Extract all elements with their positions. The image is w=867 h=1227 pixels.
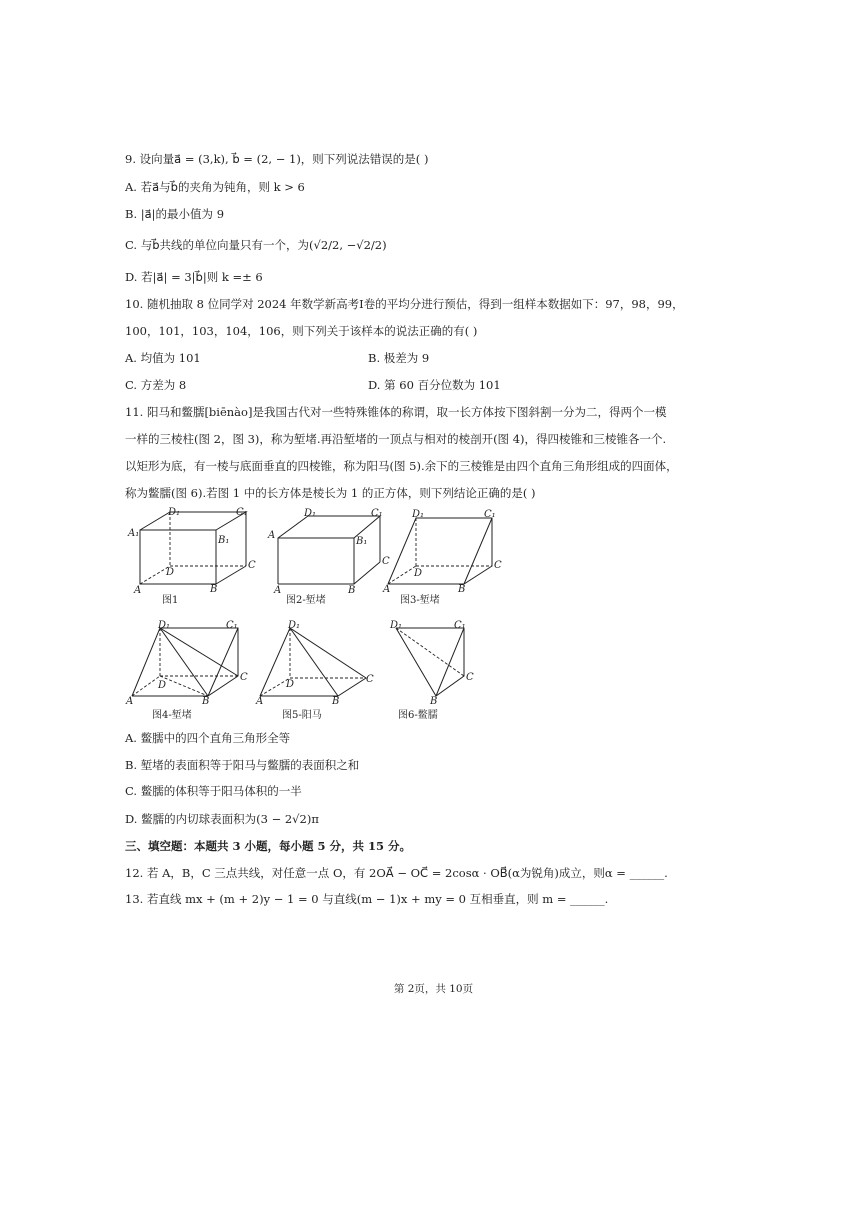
q11-stem-line2: 一样的三棱柱(图 2，图 3)，称为堑堵.再沿堑堵的一顶点与相对的棱剖开(图 4)，得四棱锥和三棱锥各一个. [125,432,667,446]
fig2-label-b: B [348,585,356,596]
fig1-label-c1: C₁ [236,507,248,518]
fig2-label-c: C [382,556,390,567]
q10-stem-line2: 100，101，103，104，106，则下列关于该样本的说法正确的有( ) [125,324,478,338]
fig1-label-a1: A₁ [128,528,140,539]
fig3-caption: 图3-堑堵 [400,595,440,606]
fig4-label-d1: D₁ [158,620,171,631]
fig1-label-d: D [166,567,175,578]
fig1-caption: 图1 [162,595,179,606]
q9-option-a: A. 若a⃗与b⃗的夹角为钝角，则 k > 6 [125,180,305,194]
fig1-label-d1: D₁ [168,507,181,518]
q11-option-b: B. 堑堵的表面积等于阳马与鳖臑的表面积之和 [125,758,360,772]
fig6-label-c1: C₁ [454,620,466,631]
fig3-label-d: D [414,568,423,579]
fig6-caption: 图6-鳖臑 [398,710,438,721]
q10-stem-line1: 10. 随机抽取 8 位同学对 2024 年数学新高考Ⅰ卷的平均分进行预估，得到一组样本数据如下：97，98，99， [125,297,684,311]
figure-2-qiandu [266,506,390,606]
q10-option-d: D. 第 60 百分位数为 101 [368,378,501,392]
q11-option-a: A. 鳖臑中的四个直角三角形全等 [125,731,291,745]
fig5-label-d1: D₁ [288,620,301,631]
fig2-label-b1: B₁ [356,536,368,547]
q10-option-c: C. 方差为 8 [125,378,187,392]
fig4-label-b: B [202,696,210,707]
fig6-label-d1: D₁ [390,620,403,631]
fig4-label-d: D [158,680,167,691]
q9-option-b: B. |a⃗|的最小值为 9 [125,207,225,221]
fig3-label-b: B [458,584,466,595]
q12-text: 12. 若 A，B，C 三点共线，对任意一点 O，有 2OA⃗ − OC⃗ = 2cosα · OB⃗(α为锐角)成立，则α = ______. [125,866,668,880]
fig3-label-c1: C₁ [484,509,496,520]
figure-5-yangma [254,620,379,725]
fig1-label-b1: B₁ [218,535,230,546]
fig5-label-d: D [286,679,295,690]
fig6-label-b: B [430,696,438,707]
figure-4-qiandu-cut [126,620,251,725]
fig3-label-c: C [494,560,502,571]
q9-option-d: D. 若|a⃗| = 3|b⃗|则 k =± 6 [125,270,263,284]
q11-stem-line4: 称为鳖臑(图 6).若图 1 中的长方体是棱长为 1 的正方体，则下列结论正确的是( ) [125,486,536,500]
q9-stem: 9. 设向量a⃗ = (3,k), b⃗ = (2, − 1)，则下列说法错误的是( ) [125,152,429,166]
fig4-label-a: A [126,696,134,707]
fig3-label-a: A [383,584,391,595]
fig2-label-c1: C₁ [371,508,383,519]
fig3-label-d1: D₁ [412,509,425,520]
q10-option-b: B. 极差为 9 [368,351,430,365]
fig2-caption: 图2-堑堵 [286,595,326,606]
fig1-label-b: B [210,584,218,595]
q11-option-c: C. 鳖臑的体积等于阳马体积的一半 [125,784,302,798]
q13-text: 13. 若直线 mx + (m + 2)y − 1 = 0 与直线(m − 1)x + my = 0 互相垂直，则 m = ______. [125,892,609,906]
q11-option-d: D. 鳖臑的内切球表面积为(3 − 2√2)π [125,812,319,826]
fig4-label-c: C [240,672,248,683]
fig5-label-a: A [256,696,264,707]
page-footer: 第 2页，共 10页 [393,983,474,995]
fig5-label-b: B [332,696,340,707]
fig4-label-c1: C₁ [226,620,238,631]
figure-3-qiandu [380,506,505,606]
fig2-label-d1: D₁ [304,508,317,519]
figure-6-bienao [388,620,488,725]
fig1-label-a: A [134,585,142,596]
q10-option-a: A. 均值为 101 [125,351,201,365]
q11-stem-line1: 11. 阳马和鳖臑[biēnào]是我国古代对一些特殊锥体的称谓，取一长方体按下图斜割一分为二，得两个一模 [125,405,667,419]
fig1-label-c: C [248,560,256,571]
fig6-label-c: C [466,672,474,683]
fig2-label-a-top: A [268,530,276,541]
fig5-label-c: C [366,674,374,685]
fig5-caption: 图5-阳马 [282,710,322,721]
section-3-heading: 三、填空题：本题共 3 小题，每小题 5 分，共 15 分。 [125,839,412,853]
q9-option-c: C. 与b⃗共线的单位向量只有一个，为(√2/2, −√2/2) [125,238,387,252]
fig4-caption: 图4-堑堵 [152,710,192,721]
fig2-label-a: A [274,585,282,596]
q11-stem-line3: 以矩形为底，有一棱与底面垂直的四棱锥，称为阳马(图 5).余下的三棱锥是由四个直角三角形组成的四面体， [125,459,678,473]
figure-1-cuboid [128,506,258,606]
